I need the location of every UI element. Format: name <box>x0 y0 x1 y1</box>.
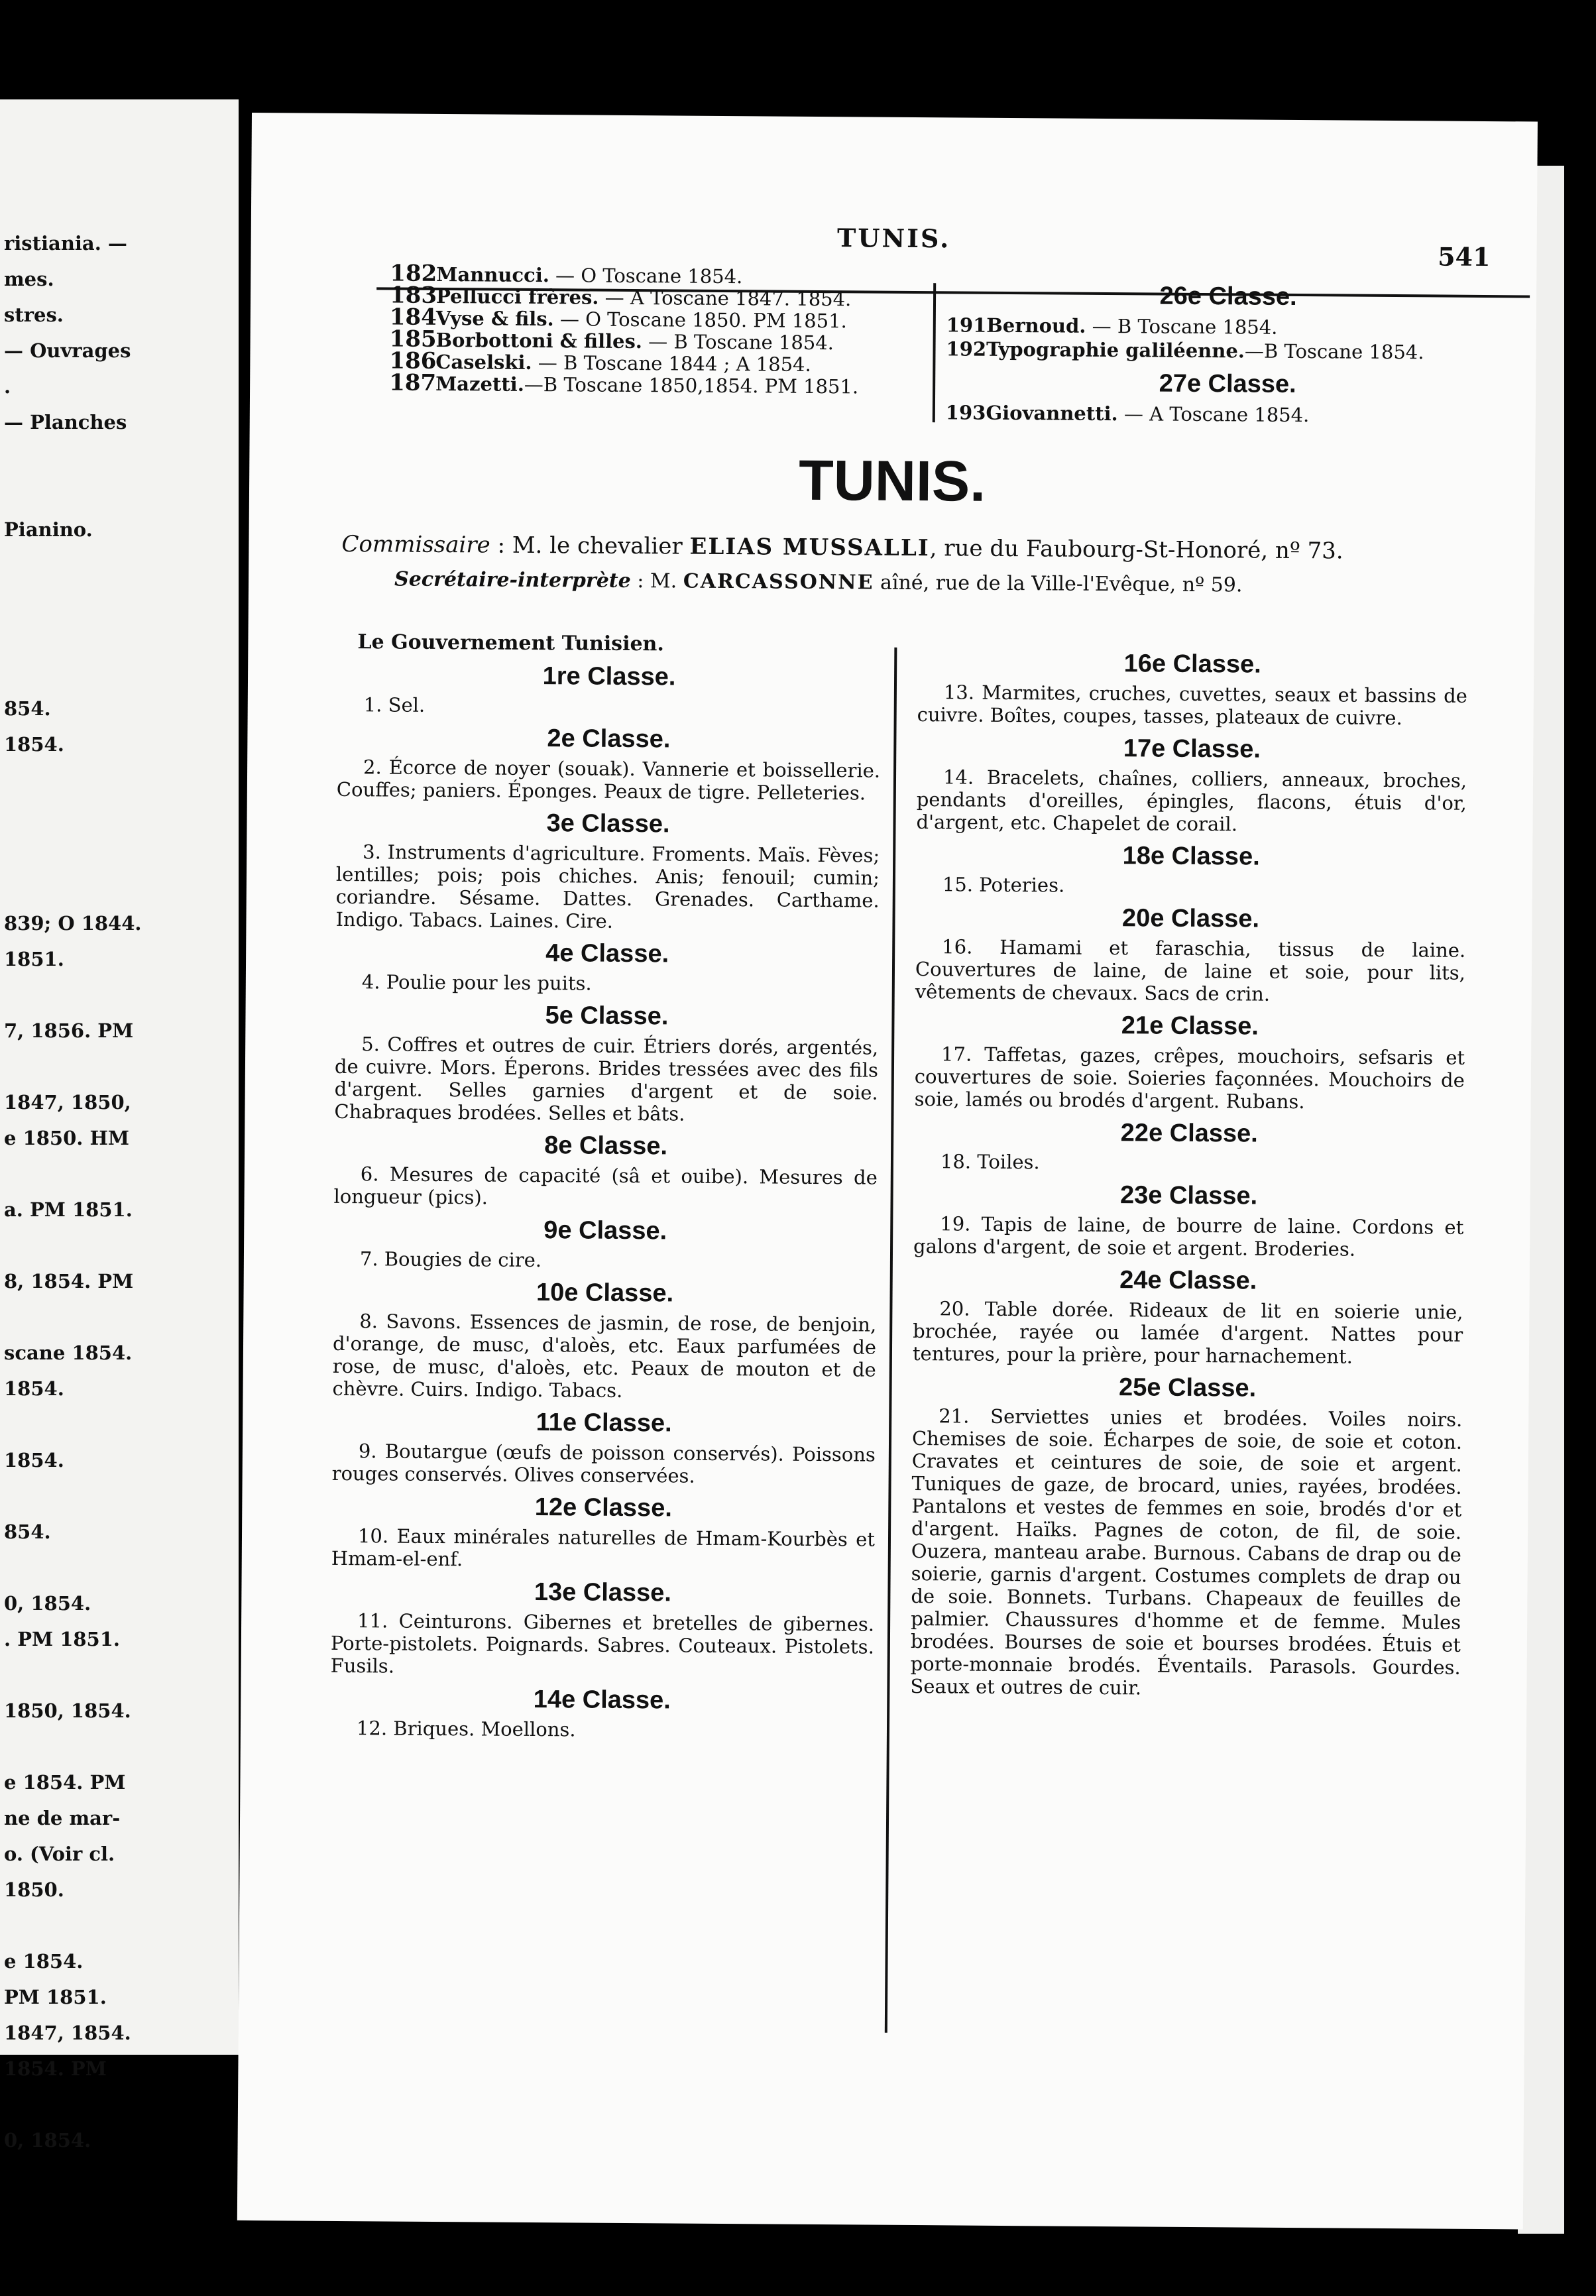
entry-number: 191 <box>946 314 987 337</box>
left-page-line: 7, 1856. PM <box>4 1019 134 1042</box>
left-page-line: 1847, 1854. <box>4 2022 131 2044</box>
left-page-line: ne de mar- <box>4 1807 121 1829</box>
entry-text: — O Toscane 1854. <box>549 264 743 288</box>
class-heading: 1re Classe. <box>542 662 676 691</box>
class-heading: 5e Classe. <box>545 1002 669 1031</box>
left-page-line: e 1854. PM <box>4 1771 126 1794</box>
entry-number: 192 <box>946 337 987 361</box>
item-text: 3. Instruments d'agriculture. Froments. Maïs. Fèves; lentilles; pois; pois chiches. Anis; fenouil; cumin; coriandre. Sésame. Dattes. Grenades. Carthame. Indigo. Tabacs. Laines. Cire. <box>335 840 880 933</box>
left-page-line: 1851. <box>4 948 64 970</box>
entry-text: — A Toscane 1854. <box>1117 402 1310 427</box>
class-heading: 22e Classe. <box>1120 1119 1258 1148</box>
class-heading: 2e Classe. <box>547 724 671 754</box>
left-page <box>0 99 239 2152</box>
entry-text: — B Toscane 1854. <box>642 330 834 355</box>
left-page-line: 1854. <box>4 733 64 756</box>
previous-entries <box>389 262 973 398</box>
item-text: 2. Écorce de noyer (souak). Vannerie et boissellerie. Couffes; paniers. Éponges. Peaux de tigre. Pelleteries. <box>336 756 881 805</box>
item-text: 19. Tapis de laine, de bourre de laine. Cordons et galons d'argent, de soie et argent. Broderies. <box>913 1212 1464 1261</box>
item-text: 15. Poteries. <box>942 873 1065 897</box>
entry-name: Typographie galiléenne. <box>986 337 1245 363</box>
entry-number: 185 <box>389 325 437 353</box>
class-heading: 26e Classe. <box>1159 282 1297 312</box>
item-text: 11. Ceinturons. Gibernes et bretelles de gibernes. Porte-pistolets. Poignards. Sabres. Couteaux. Pistolets. Fusils. <box>330 1609 875 1678</box>
section-title: TUNIS. <box>798 448 986 514</box>
left-page-line: 0, 1854. <box>4 1592 91 1615</box>
left-page-line: . PM 1851. <box>4 1628 121 1650</box>
item-text: 6. Mesures de capacité (sâ et ouibe). Mesures de longueur (pics). <box>333 1163 878 1209</box>
class-heading: 9e Classe. <box>543 1216 667 1245</box>
secretaire-name: CARCASSONNE <box>683 569 874 595</box>
item-text: 1. Sel. <box>363 693 426 717</box>
left-page-line: 854. <box>4 1521 51 1543</box>
column-divider <box>885 648 897 2033</box>
item-text: 7. Bougies de cire. <box>359 1247 542 1272</box>
item-text: 8. Savons. Essences de jasmin, de rose, de benjoin, d'orange, de musc, d'aloès, etc. Eaux parfumées de rose, de musc, d'aloès, etc. Peaux de mouton et de chèvre. Cuirs. Indigo. Tabacs. <box>332 1310 877 1402</box>
left-page-line: PM 1851. <box>4 1986 107 2008</box>
commissaire-name: ELIAS MUSSALLI <box>689 533 930 562</box>
class-heading: 12e Classe. <box>534 1493 672 1522</box>
entry-name: Vyse & fils. <box>435 306 554 331</box>
left-column <box>330 630 882 1749</box>
commissaire-address: , rue du Faubourg-St-Honoré, nº 73. <box>929 535 1343 565</box>
secretaire-address: aîné, rue de la Ville-l'Evêque, nº 59. <box>874 571 1243 597</box>
left-page-line: ristiania. — <box>4 232 127 255</box>
exhibitor-name: Le Gouvernement Tunisien. <box>357 630 664 656</box>
entry-text: — O Toscane 1850. PM 1851. <box>553 308 847 333</box>
left-page-line: 8, 1854. PM <box>4 1270 134 1292</box>
class-heading: 27e Classe. <box>1159 369 1296 399</box>
item-text: 5. Coffres et outres de cuir. Étriers dorés, argentés, de cuivre. Mors. Éperons. Brides tressées avec des fils d'argent. Selles garnies d'argent et de soie. Chabraques brodées. Selles et bâts. <box>334 1033 879 1125</box>
left-page-line: o. (Voir cl. <box>4 1843 115 1865</box>
left-page-line: e 1850. HM <box>4 1127 129 1149</box>
item-text: 21. Serviettes unies et brodées. Voiles noirs. Chemises de soie. Écharpes de soie, de soie et coton. Cravates et ceintures de soie, de soie et argent. Tuniques de gaze, de brocard, unies, rayées, brodées. Pantalons et vestes de femmes en soie, brodés d'or et d'argent. Haïks. Pagnes de coton, de fil, de soie. Ouzera, manteau arabe. Burnous. Cabans de drap ou de soierie, garnis d'argent. Costumes complets de drap ou de soie. Bonnets. Turbans. Chapeaux de feuilles de palmier. Chaussures d'homme et de femme. Mules brodées. Bourses de soie et bourses brodées. Étuis et porte-monnaie brodés. Éventails. Parasols. Gourdes. Seaux et outres de cuir. <box>910 1405 1463 1699</box>
left-page-line: . <box>4 375 11 398</box>
running-header: TUNIS. <box>836 223 951 254</box>
left-page-line: 1850, 1854. <box>4 1699 131 1722</box>
class-heading: 20e Classe. <box>1121 904 1260 933</box>
previous-entries-right <box>946 280 1510 428</box>
commissaire-label: Commissaire <box>341 530 490 559</box>
entry-text: — B Toscane 1844 ; A 1854. <box>532 351 811 376</box>
item-text: 16. Hamami et faraschia, tissus de laine. Couvertures de laine, de laine et soie, pour lits, vêtements de chevaux. Sacs de crin. <box>915 935 1466 1005</box>
left-page-line: e 1854. <box>4 1950 84 1973</box>
class-heading: 17e Classe. <box>1123 734 1261 764</box>
class-heading: 4e Classe. <box>545 939 669 968</box>
entry-text: —B Toscane 1850,1854. PM 1851. <box>524 373 859 398</box>
left-page-line: stres. <box>4 304 64 326</box>
right-column <box>910 641 1467 1707</box>
left-page-line: 0, 1854. <box>4 2129 91 2152</box>
class-heading: 14e Classe. <box>533 1686 671 1715</box>
item-text: 20. Table dorée. Rideaux de lit en soierie unie, brochée, rayée ou lamée d'argent. Nattes pour tentures, pour la prière, pour harnachement. <box>912 1297 1463 1368</box>
item-text: 4. Poulie pour les puits. <box>361 970 592 995</box>
commissaire-line <box>341 531 1343 565</box>
left-page-line: 1854. <box>4 1377 64 1400</box>
commissaire-text: : M. le chevalier <box>490 532 690 560</box>
left-page-line: — Ouvrages <box>4 339 131 362</box>
left-page-line: a. PM 1851. <box>4 1198 133 1221</box>
left-page-line: 1847, 1850, <box>4 1091 131 1114</box>
left-page-line: 1850. <box>4 1878 64 1901</box>
item-text: 10. Eaux minérales naturelles de Hmam-Kourbès et Hmam-el-enf. <box>331 1524 876 1571</box>
page <box>237 113 1538 2229</box>
entry-name: Mannucci. <box>436 262 549 287</box>
entry-name: Pellucci frères. <box>435 284 599 309</box>
class-heading: 16e Classe. <box>1123 650 1261 679</box>
entry-number: 183 <box>389 282 437 309</box>
left-page-line: Pianino. <box>4 518 93 541</box>
item-text: 14. Bracelets, chaînes, colliers, anneaux, broches, pendants d'oreilles, épingles, flacons, étuis d'or, d'argent, etc. Chapelet de corail. <box>916 766 1467 836</box>
entry-number: 186 <box>389 347 437 374</box>
class-heading: 18e Classe. <box>1122 842 1260 871</box>
entry-name: Bernoud. <box>986 314 1086 337</box>
entry-number: 193 <box>945 401 986 424</box>
class-heading: 11e Classe. <box>536 1408 672 1438</box>
item-text: 12. Briques. Moellons. <box>356 1717 576 1741</box>
secretaire-line <box>394 568 1243 597</box>
item-text: 13. Marmites, cruches, cuvettes, seaux et bassins de cuivre. Boîtes, coupes, tasses, plateaux de cuivre. <box>917 681 1468 730</box>
secretaire-label: Secrétaire-interprète <box>394 567 631 593</box>
class-heading: 10e Classe. <box>536 1279 674 1308</box>
entry-name: Mazetti. <box>435 372 524 396</box>
class-heading: 13e Classe. <box>534 1578 672 1607</box>
entry-name: Giovannetti. <box>986 401 1118 426</box>
entry-number: 184 <box>389 304 437 331</box>
item-text: 9. Boutargue (œufs de poisson conservés). Poissons rouges conservés. Olives conservées. <box>331 1440 876 1487</box>
column-divider <box>933 283 936 422</box>
entry-text: —B Toscane 1854. <box>1244 339 1424 364</box>
class-heading: 23e Classe. <box>1119 1181 1258 1210</box>
entry-name: Caselski. <box>435 350 532 374</box>
class-heading: 24e Classe. <box>1119 1266 1257 1295</box>
class-heading: 8e Classe. <box>544 1131 668 1161</box>
class-heading: 25e Classe. <box>1118 1373 1257 1403</box>
entry-number: 187 <box>389 369 437 396</box>
entry-number: 182 <box>390 260 437 287</box>
left-page-line: 1854. <box>4 1449 64 1471</box>
entry-text: — B Toscane 1854. <box>1086 314 1278 339</box>
entry-row <box>389 369 972 398</box>
left-page-line: 854. <box>4 697 51 720</box>
item-text: 17. Taffetas, gazes, crêpes, mouchoirs, sefsaris et couvertures de soie. Soieries façonnées. Mouchoirs de soie, lamés ou brodés d'argent. Rubans. <box>914 1043 1465 1114</box>
class-heading: 21e Classe. <box>1121 1011 1259 1041</box>
item-text: 18. Toiles. <box>940 1150 1040 1174</box>
entry-row <box>946 313 1510 341</box>
left-page-line: scane 1854. <box>4 1342 133 1364</box>
left-page-line: 1854. PM <box>4 2057 107 2080</box>
entry-row <box>946 400 1509 428</box>
left-page-line: 839; O 1844. <box>4 912 142 935</box>
page-number: 541 <box>1438 241 1491 272</box>
entry-row <box>946 337 1509 365</box>
left-page-line: — Planches <box>4 411 127 433</box>
entry-name: Borbottoni & filles. <box>435 328 643 353</box>
secretaire-text: : M. <box>630 569 683 593</box>
left-page-line: mes. <box>4 268 54 290</box>
class-heading: 3e Classe. <box>546 809 670 838</box>
entry-text: — A Toscane 1847. 1854. <box>598 286 852 311</box>
